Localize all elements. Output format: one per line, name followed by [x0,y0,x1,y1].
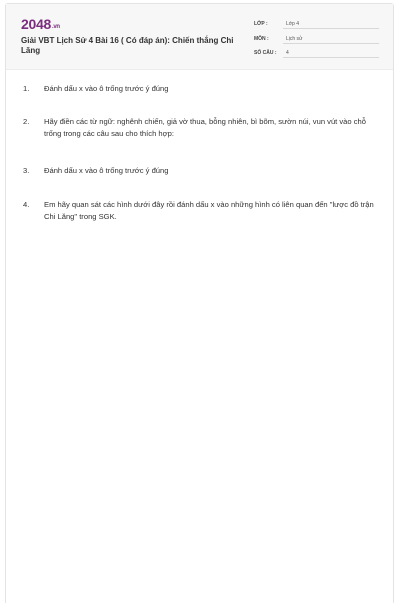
meta-class [254,19,382,33]
question-text: Em hãy quan sát các hình dưới đây rồi đánh dấu x vào những hình có liên quan đến "lược đồ trận Chi Lăng" trong SGK. [44,200,374,221]
meta-count-label: SỐ CÂU : [254,50,277,56]
meta-subject-label: MÔN : [254,36,269,42]
question-number: 3. [23,166,30,175]
question-text: Hãy điền các từ ngữ: nghênh chiến, giả vờ thua, bỗng nhiên, bì bõm, sườn núi, vun vút vào chỗ trống trong các câu sau cho thích hợp: [44,117,366,138]
worksheet-title: Giải VBT Lịch Sử 4 Bài 16 ( Có đáp án): Chiến thắng Chi Lăng [21,36,234,55]
logo-main: 2048 [21,16,51,32]
worksheet-card [5,3,394,603]
logo-tld: .vn [51,24,60,30]
meta-subject [254,34,382,48]
question-number: 2. [23,117,30,126]
meta-class-label: LỚP : [254,21,268,27]
meta-count-value: 4 [283,48,379,58]
site-logo[interactable] [21,16,60,32]
meta-count [254,48,382,62]
question-number: 4. [23,200,30,209]
question-text: Đánh dấu x vào ô trống trước ý đúng [44,166,169,175]
meta-class-value: Lớp 4 [283,19,379,29]
meta-subject-value: Lịch sử [283,34,379,44]
question-text: Đánh dấu x vào ô trống trước ý đúng [44,84,169,93]
worksheet-header [6,4,393,70]
question-number: 1. [23,84,30,93]
